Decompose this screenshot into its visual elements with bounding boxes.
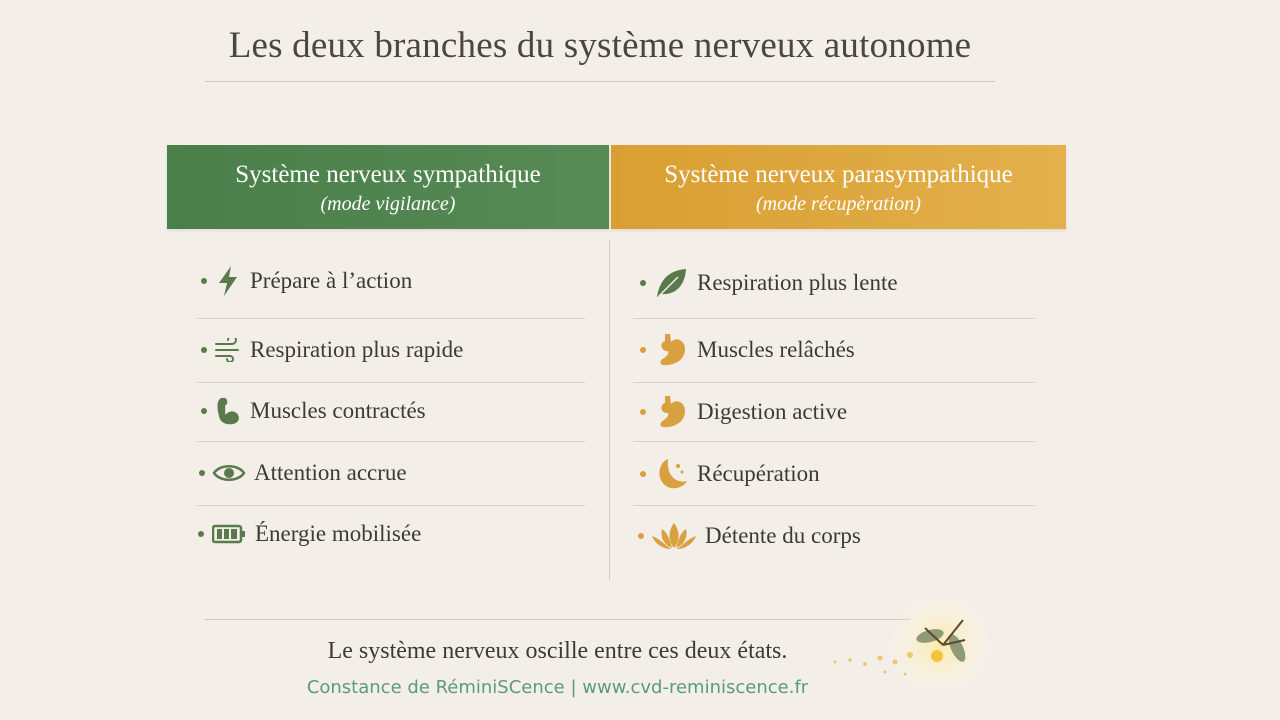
item-label: Attention accrue bbox=[254, 460, 407, 485]
sympathetic-header bbox=[167, 145, 609, 229]
title-divider bbox=[205, 81, 995, 82]
bullet-dot bbox=[640, 347, 646, 353]
item-label: Détente du corps bbox=[705, 523, 861, 548]
list-item bbox=[198, 514, 421, 554]
wind-icon bbox=[214, 336, 242, 364]
list-item bbox=[201, 391, 426, 431]
parasympathetic-header bbox=[611, 145, 1066, 229]
row-divider bbox=[633, 441, 1035, 442]
bullet-dot bbox=[638, 533, 644, 539]
bullet-dot bbox=[201, 278, 207, 284]
bullet-dot bbox=[198, 531, 204, 537]
list-item bbox=[640, 392, 847, 432]
eye-icon bbox=[212, 459, 246, 487]
bullet-dot bbox=[201, 408, 207, 414]
row-divider bbox=[197, 382, 585, 383]
item-label: Respiration plus lente bbox=[697, 270, 898, 295]
item-label: Respiration plus rapide bbox=[250, 337, 464, 362]
page-title: Les deux branches du système nerveux autonome bbox=[228, 25, 972, 66]
sympathetic-title: Système nerveux sympathique bbox=[235, 161, 541, 188]
stomach-icon bbox=[653, 398, 689, 426]
flexed-arm-icon bbox=[214, 397, 242, 425]
lotus-icon bbox=[651, 522, 697, 550]
list-item bbox=[640, 454, 820, 494]
list-item bbox=[640, 263, 898, 303]
bullet-dot bbox=[640, 471, 646, 477]
item-label: Digestion active bbox=[697, 399, 848, 424]
bullet-dot bbox=[201, 347, 207, 353]
row-divider bbox=[197, 441, 585, 442]
item-label: Récupération bbox=[697, 461, 820, 486]
list-item bbox=[199, 453, 407, 493]
parasympathetic-subtitle: (mode récupèration) bbox=[756, 193, 921, 215]
item-label: Énergie mobilisée bbox=[255, 521, 422, 546]
lightning-icon bbox=[214, 267, 242, 295]
parasympathetic-title: Système nerveux parasympathique bbox=[664, 161, 1013, 188]
item-label: Prépare à l’action bbox=[250, 268, 413, 293]
row-divider bbox=[197, 318, 585, 319]
stomach-icon bbox=[653, 336, 689, 364]
firefly-sparkle-icon bbox=[815, 600, 995, 685]
moon-icon bbox=[653, 460, 689, 488]
item-label: Muscles contractés bbox=[250, 398, 426, 423]
footer-credit: Constance de RéminiSCence | www.cvd-reminiscence.fr bbox=[306, 677, 809, 698]
item-label: Muscles relâchés bbox=[697, 337, 855, 362]
row-divider bbox=[633, 505, 1035, 506]
row-divider bbox=[197, 505, 585, 506]
row-divider bbox=[633, 382, 1035, 383]
battery-icon bbox=[211, 520, 247, 548]
list-item bbox=[201, 261, 412, 301]
sympathetic-subtitle: (mode vigilance) bbox=[320, 193, 456, 215]
tagline: Le système nerveux oscille entre ces deux états. bbox=[327, 638, 788, 664]
list-item bbox=[201, 330, 463, 370]
list-item bbox=[640, 330, 855, 370]
list-item bbox=[638, 516, 861, 556]
column-divider bbox=[609, 240, 610, 580]
bullet-dot bbox=[640, 409, 646, 415]
bottom-divider bbox=[205, 619, 910, 620]
bullet-dot bbox=[199, 470, 205, 476]
row-divider bbox=[633, 318, 1035, 319]
leaf-icon bbox=[653, 269, 689, 297]
bullet-dot bbox=[640, 280, 646, 286]
